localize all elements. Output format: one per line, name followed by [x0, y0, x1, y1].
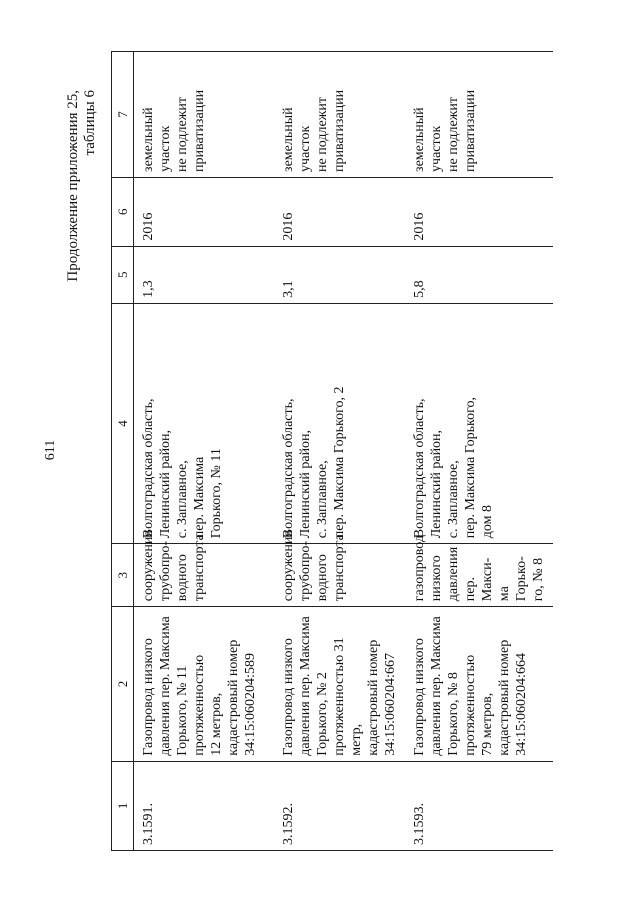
table-row [274, 52, 405, 851]
object-address: Волгоградская область, Ленинский район, с. Заплавное, пер. Максима Горького, дом 8 [405, 303, 553, 543]
caption-line-1: Продолжение приложения 25, [65, 90, 81, 282]
object-year: 2016 [405, 177, 553, 246]
object-area: 1,3 [134, 246, 275, 303]
table-row [405, 52, 553, 851]
object-note: земельный участок не подлежит приватизации [134, 52, 275, 178]
column-number: 2 [112, 607, 134, 762]
object-purpose: сооружения трубопро- водного транспорта [134, 544, 275, 607]
object-area: 3,1 [274, 246, 405, 303]
column-number: 1 [112, 761, 134, 850]
caption-line-2: таблицы 6 [82, 90, 98, 156]
row-number: 3.1593. [405, 761, 553, 850]
page-number: 611 [43, 439, 58, 461]
object-note: земельный участок не подлежит приватизации [405, 52, 553, 178]
object-purpose: сооружения трубопро- водного транспорта [274, 544, 405, 607]
column-number: 3 [112, 544, 134, 607]
table-row [134, 52, 275, 851]
object-address: Волгоградская область, Ленинский район, с. Заплавное, пер. Максима Горького, № 11 [134, 303, 275, 543]
object-name: Газопровод низкого давления пер. Максима Горького, № 11 протяженностью 12 метров, кадастровый номер 34:15:060204:589 [134, 607, 275, 762]
object-name: Газопровод низкого давления пер. Максима Горького, № 8 протяженностью 79 метров, кадастровый номер 34:15:060204:664 [405, 607, 553, 762]
object-year: 2016 [134, 177, 275, 246]
row-number: 3.1591. [134, 761, 275, 850]
object-address: Волгоградская область, Ленинский район, с. Заплавное, пер. Максима Горького, 2 [274, 303, 405, 543]
object-year: 2016 [274, 177, 405, 246]
column-number: 5 [112, 246, 134, 303]
object-note: земельный участок не подлежит приватизации [274, 52, 405, 178]
column-number: 6 [112, 177, 134, 246]
column-number-row [112, 52, 134, 851]
column-number: 7 [112, 52, 134, 178]
column-number: 4 [112, 303, 134, 543]
object-purpose: газопровод низкого давления пер. Макси- ма Горько- го, № 8 [405, 544, 553, 607]
row-number: 3.1592. [274, 761, 405, 850]
object-area: 5,8 [405, 246, 553, 303]
object-name: Газопровод низкого давления пер. Максима Горького, № 2 протяженностью 31 метр, кадастровый номер 34:15:060204:667 [274, 607, 405, 762]
table-caption [65, 90, 99, 390]
registry-table [111, 51, 553, 851]
